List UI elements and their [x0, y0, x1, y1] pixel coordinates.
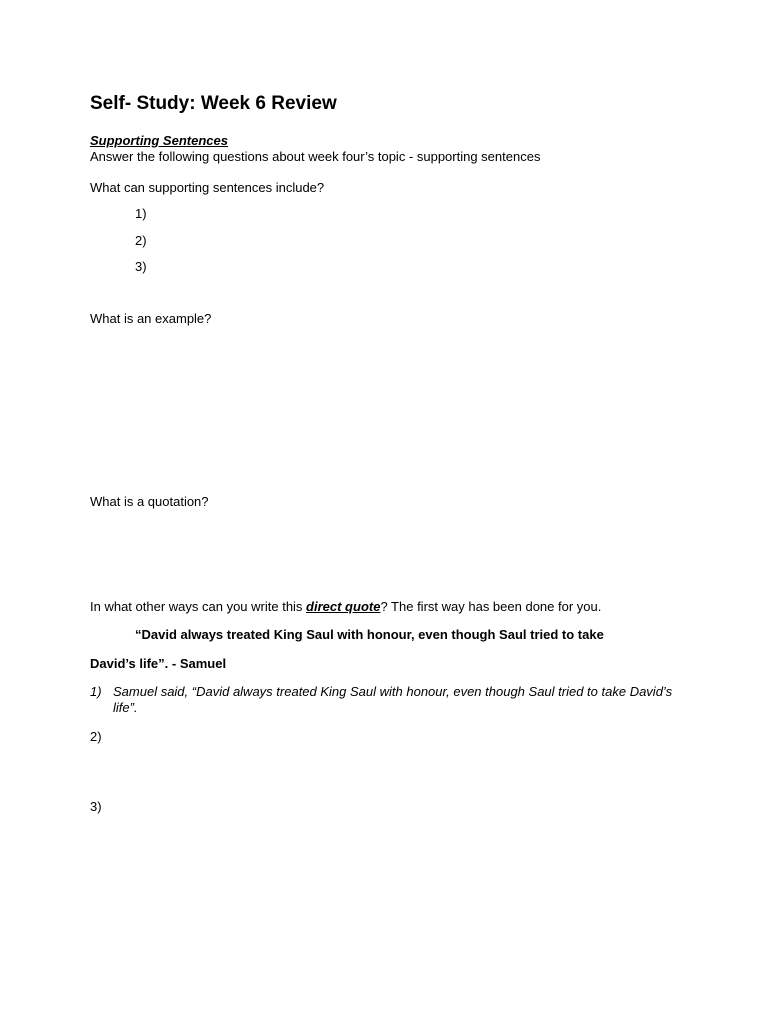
question-ways — [90, 599, 601, 614]
question-ways-emphasis: direct quote — [306, 599, 381, 614]
include-item-3: 3) — [135, 259, 147, 274]
quote-line-1: “David always treated King Saul with honour, even though Saul tried to take — [135, 627, 604, 642]
section-heading: Supporting Sentences — [90, 133, 228, 148]
include-item-1: 1) — [135, 206, 147, 221]
question-include: What can supporting sentences include? — [90, 180, 325, 195]
page-title: Self- Study: Week 6 Review — [90, 93, 337, 114]
question-ways-after: ? The first way has been done for you. — [380, 599, 602, 614]
answer-1-text: Samuel said, “David always treated King Saul with honour, even though Saul tried to take David’s life”. — [113, 684, 673, 715]
answer-2-number: 2) — [90, 729, 102, 744]
question-example: What is an example? — [90, 311, 212, 326]
quote-line-2: David’s life”. - Samuel — [90, 656, 227, 671]
answer-3-number: 3) — [90, 799, 102, 814]
instructions-text: Answer the following questions about week four’s topic - supporting sentences — [90, 149, 541, 164]
question-quotation: What is a quotation? — [90, 494, 209, 509]
include-item-2: 2) — [135, 233, 147, 248]
answer-1-number: 1) — [90, 684, 102, 699]
question-ways-before: In what other ways can you write this — [90, 599, 307, 614]
